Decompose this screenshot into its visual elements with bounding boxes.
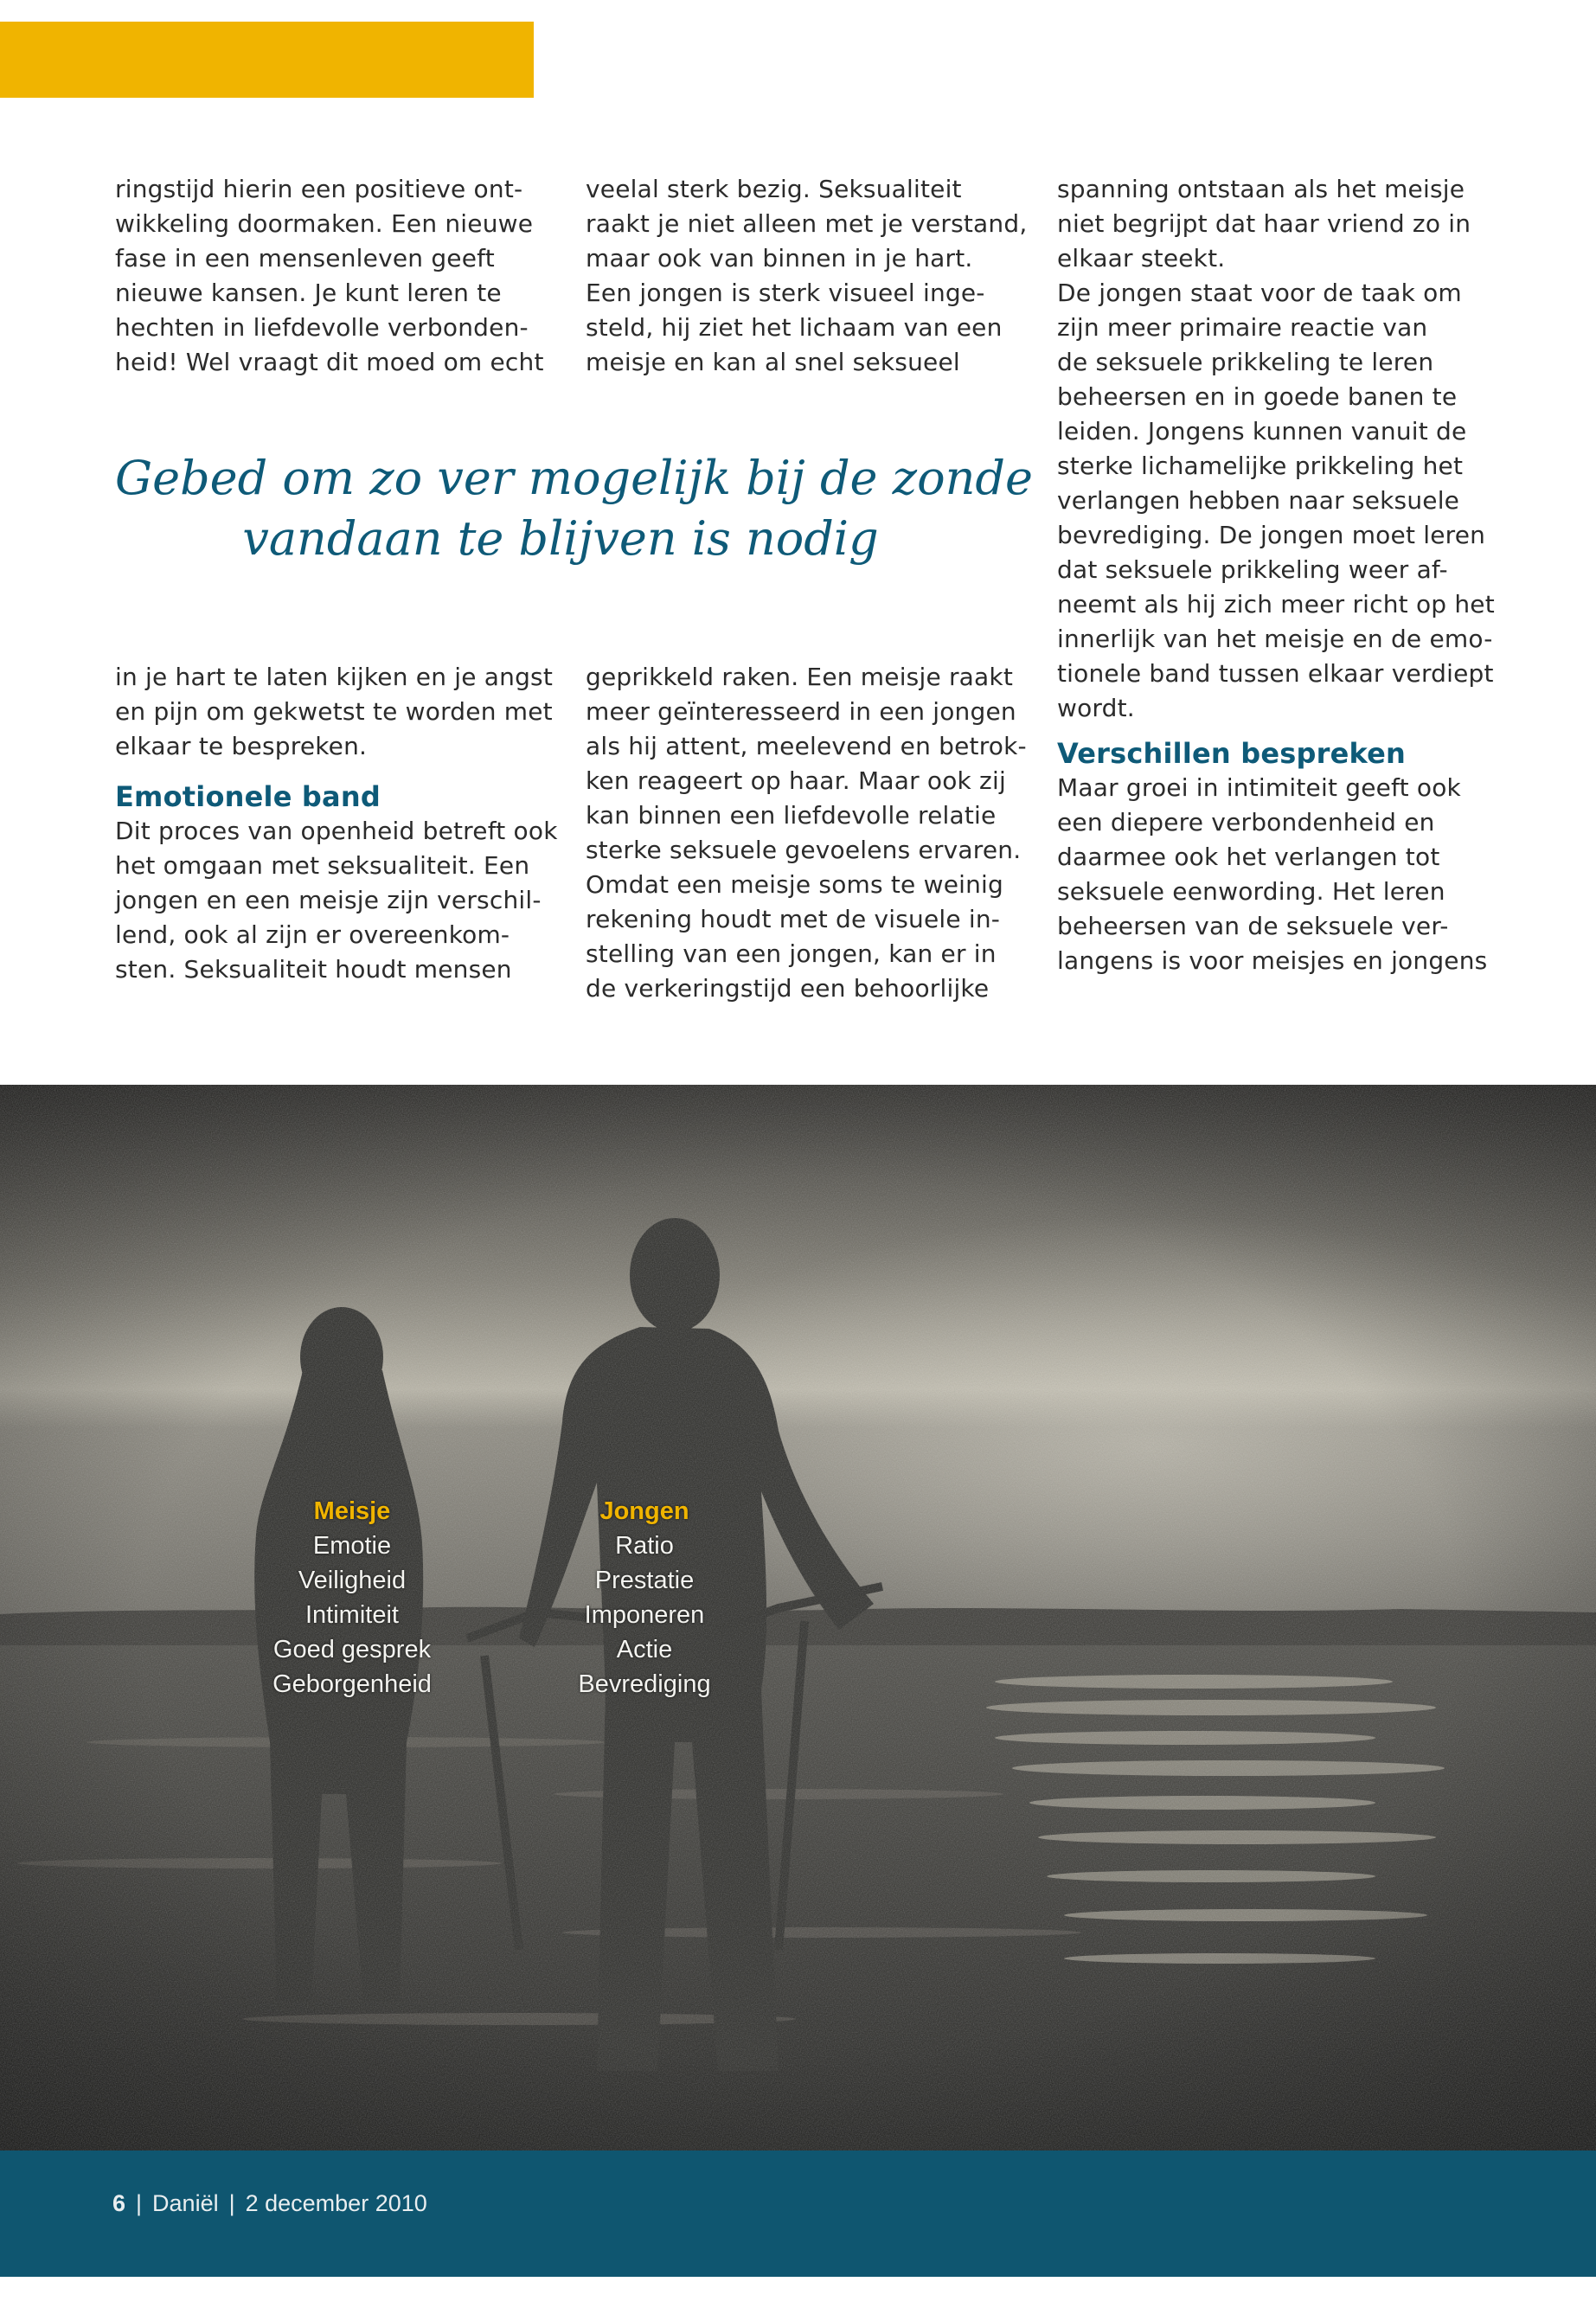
accent-bar [0, 22, 534, 98]
list-jongen-title: Jongen [599, 1497, 689, 1525]
footer-text [112, 2188, 427, 2219]
list-jongen-item: Actie [616, 1636, 673, 1663]
column-1-intro [115, 660, 556, 764]
body-text-line: heid! Wel vraagt dit moed om echt [115, 348, 544, 376]
heading-emotionele-band: Emotionele band [115, 780, 381, 813]
body-text-line: hechten in liefdevolle verbonden- [115, 313, 529, 342]
list-meisje-item: Geborgenheid [272, 1670, 432, 1698]
list-jongen-item: Bevrediging [578, 1670, 711, 1698]
body-text-line: innerlijk van het meisje en de emo- [1057, 625, 1493, 653]
column-2-bottom [586, 660, 1027, 1006]
body-text-line: daarmee ook het verlangen tot [1057, 843, 1440, 871]
body-text-line: seksuele eenwording. Het leren [1057, 877, 1445, 906]
column-3 [1057, 172, 1498, 978]
body-text-line: dat seksuele prikkeling weer af- [1057, 555, 1448, 584]
body-text-line: neemt als hij zich meer richt op het [1057, 590, 1495, 619]
body-text-line: als hij attent, meelevend en betrok- [586, 732, 1027, 760]
body-text-line: in je hart te laten kijken en je angst [115, 663, 554, 691]
body-text-line: een diepere verbondenheid en [1057, 808, 1435, 836]
pull-quote-line-1: Gebed om zo ver mogelijk bij de zonde [115, 451, 1033, 505]
body-text-line: lend, ook al zijn er overeenkom- [115, 920, 510, 949]
body-text-line: meisje en kan al snel seksueel [586, 348, 960, 376]
body-text-line: geprikkeld raken. Een meisje raakt [586, 663, 1013, 691]
body-text-line: en pijn om gekwetst te worden met [115, 697, 553, 726]
body-text-line: verlangen hebben naar seksuele [1057, 486, 1460, 515]
body-text-line: stelling van een jongen, kan er in [586, 939, 997, 968]
body-text-line: wordt. [1057, 694, 1135, 722]
body-text-line: sterke seksuele gevoelens ervaren. [586, 836, 1022, 864]
body-text-line: tionele band tussen elkaar verdiept [1057, 659, 1494, 688]
body-text-line: wikkeling doormaken. Een nieuwe [115, 209, 534, 238]
list-meisje-item: Goed gesprek [272, 1636, 432, 1663]
page-number: 6 [112, 2190, 126, 2216]
body-text-line: steld, hij ziet het lichaam van een [586, 313, 1003, 342]
body-text-line: meer geïnteresseerd in een jongen [586, 697, 1016, 726]
body-text-line: fase in een mensenleven geeft [115, 244, 495, 272]
list-meisje-title: Meisje [313, 1497, 391, 1525]
body-text-line: kan binnen een liefdevolle relatie [586, 801, 997, 830]
body-text-line: het omgaan met seksualiteit. Een [115, 851, 530, 880]
body-text-line: Maar groei in intimiteit geeft ook [1057, 773, 1461, 802]
pull-quote-line-2: vandaan te blijven is nodig [242, 511, 879, 566]
body-text-line: De jongen staat voor de taak om [1057, 279, 1462, 307]
body-text-line: Omdat een meisje soms te weinig [586, 870, 1003, 899]
body-text-line: nieuwe kansen. Je kunt leren te [115, 279, 502, 307]
body-text-line: bevrediging. De jongen moet leren [1057, 521, 1486, 549]
body-text-line: leiden. Jongens kunnen vanuit de [1057, 417, 1467, 445]
publication-name: Daniël [152, 2190, 219, 2216]
column-1-bottom [115, 660, 556, 987]
footer-separator-1: | [136, 2190, 143, 2216]
body-text-line: raakt je niet alleen met je verstand, [586, 209, 1028, 238]
body-text-line: de verkeringstijd een behoorlijke [586, 974, 990, 1003]
body-text-line: ken reageert op haar. Maar ook zij [586, 766, 1006, 795]
list-meisje-item: Emotie [312, 1532, 392, 1560]
sunset-couple-photo [0, 1085, 1596, 2150]
body-text-line: rekening houdt met de visuele in- [586, 905, 1001, 933]
column-3-second-block [1057, 771, 1498, 978]
body-text-line: beheersen en in goede banen te [1057, 382, 1458, 411]
column-1-body [115, 814, 556, 987]
list-meisje-item: Veiligheid [298, 1567, 407, 1594]
list-meisje-item: Intimiteit [305, 1601, 399, 1629]
body-text-line: elkaar te bespreken. [115, 732, 368, 760]
body-text-line: jongen en een meisje zijn verschil- [115, 886, 542, 914]
list-meisje [266, 1494, 439, 1702]
publication-date: 2 december 2010 [245, 2190, 427, 2216]
pull-quote [115, 448, 1033, 569]
list-jongen-item: Ratio [615, 1532, 674, 1560]
body-text-line: spanning ontstaan als het meisje [1057, 175, 1465, 203]
body-text-line: elkaar steekt. [1057, 244, 1226, 272]
body-text-line: ringstijd hierin een positieve ont- [115, 175, 523, 203]
body-text-line: Een jongen is sterk visueel inge- [586, 279, 985, 307]
body-text-line: langens is voor meisjes en jongens [1057, 946, 1488, 975]
body-text-line: sterke lichamelijke prikkeling het [1057, 452, 1464, 480]
body-text-line: veelal sterk bezig. Seksualiteit [586, 175, 962, 203]
body-text-line: de seksuele prikkeling te leren [1057, 348, 1434, 376]
column-3-first-block [1057, 172, 1498, 726]
footer-separator-2: | [228, 2190, 235, 2216]
body-text-line: sten. Seksualiteit houdt mensen [115, 955, 512, 984]
column-2-top [586, 172, 1027, 380]
list-jongen-item: Prestatie [594, 1567, 695, 1594]
body-text-line: maar ook van binnen in je hart. [586, 244, 973, 272]
body-text-line: beheersen van de seksuele ver- [1057, 912, 1449, 940]
heading-verschillen-bespreken: Verschillen bespreken [1057, 737, 1406, 770]
column-1-top [115, 172, 556, 380]
body-text-line: Dit proces van openheid betreft ook [115, 817, 558, 845]
body-text-line: zijn meer primaire reactie van [1057, 313, 1428, 342]
list-jongen [558, 1494, 731, 1702]
list-jongen-item: Imponeren [584, 1601, 705, 1629]
body-text-line: niet begrijpt dat haar vriend zo in [1057, 209, 1471, 238]
